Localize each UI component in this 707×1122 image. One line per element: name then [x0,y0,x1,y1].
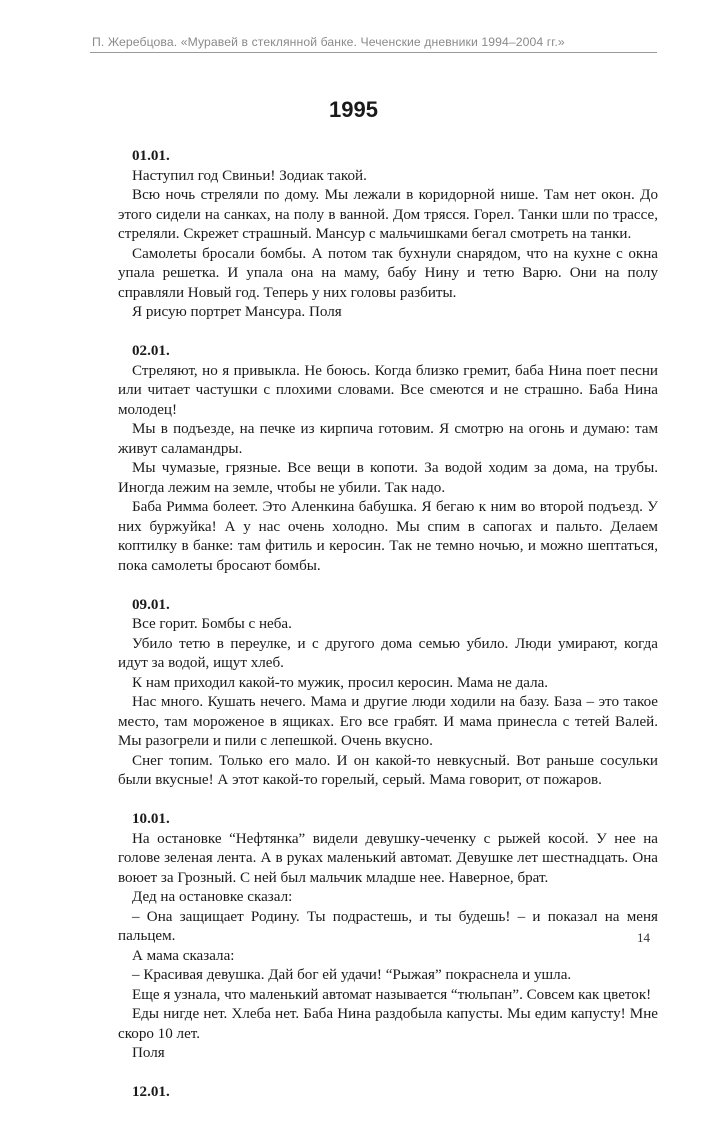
entry-paragraph: На остановке “Нефтянка” видели девушку-чеченку с рыжей косой. У нее на голове зеленая лента. А в руках маленький автомат. Девушке лет шестнадцать. Она воюет за Грозный. С ней был мальчик младше нее. Наверное, брат. [118,830,658,886]
page-number: 14 [637,930,650,945]
entry-paragraph: Дед на остановке сказал: [132,889,293,905]
diary-entries [118,147,658,1122]
entry-paragraph: Самолеты бросали бомбы. А потом так бухнули снарядом, что на кухне с окна упала решетка. И упала она на маму, бабу Нину и тетю Варю. Они на полу справляли Новый год. Теперь у них головы разбиты. [118,245,658,301]
entry-paragraph: Баба Римма болеет. Это Аленкина бабушка. Я бегаю к ним во второй подъезд. У них буржуйка! А у нас очень холодно. Мы спим в сапогах и пальто. Делаем коптилку в банке: там фитиль и керосин. Так не темно ночью, и можно шептаться, пока самолеты бросают бомбы. [118,499,658,574]
entry-paragraph: Еще я узнала, что маленький автомат называется “тюльпан”. Совсем как цветок! [132,986,652,1003]
diary-entry [118,342,658,576]
diary-entry [118,1083,658,1103]
entry-paragraph: – Она защищает Родину. Ты подрастешь, и ты будешь! – и показал на меня пальцем. [118,908,658,944]
entry-date: 10.01. [132,811,170,827]
entry-paragraph: К нам приходил какой-то мужик, просил керосин. Мама не дала. [132,674,549,691]
entry-paragraph: Стреляют, но я привыкла. Не боюсь. Когда близко гремит, баба Нина поет песни или читает частушки с плохими словами. Все смеются и не страшно. Баба Нина молодец! [118,362,658,418]
entry-paragraph: Мы в подъезде, на печке из кирпича готовим. Я смотрю на огонь и думаю: там живут саламандры. [118,421,658,457]
entry-date: 12.01. [132,1084,170,1100]
entry-paragraph: Нас много. Кушать нечего. Мама и другие люди ходили на базу. База – это такое место, там мороженое в ящиках. Его все грабят. И мама принесла с тетей Валей. Мы разогрели и пили с лепешкой. Очень вкусно. [118,694,658,749]
entry-paragraph: Наступил год Свиньи! Зодиак такой. [132,167,367,184]
entry-paragraph: Снег топим. Только его мало. И он какой-то невкусный. Вот раньше сосульки были вкусные! А этот какой-то горелый, серый. Мама говорит, от пожаров. [118,752,658,788]
diary-entry [118,147,658,323]
entry-paragraph: Я рисую портрет Мансура. Поля [132,304,342,320]
section-year-heading: 1995 [329,97,378,122]
running-head: П. Жеребцова. «Муравей в стеклянной банке. Чеченские дневники 1994–2004 гг.» [92,35,565,49]
entry-paragraph: А мама сказала: [132,947,235,964]
diary-entry [118,810,658,1064]
entry-date: 09.01. [132,596,170,613]
entry-paragraph: Всю ночь стреляли по дому. Мы лежали в коридорной нише. Там нет окон. До этого сидели на санках, на полу в ванной. Дом трясся. Горел. Танки шли по трассе, стреляли. Скрежет страшный. Мансур с мальчишками бегал смотреть на танки. [118,187,658,242]
diary-entry [118,596,658,791]
entry-date: 02.01. [132,343,170,359]
entry-paragraph: Поля [132,1045,165,1061]
entry-paragraph: Еды нигде нет. Хлеба нет. Баба Нина раздобыла капусты. Мы едим капусту! Мне скоро 10 лет. [118,1006,658,1042]
entry-paragraph: – Красивая девушка. Дай бог ей удачи! “Рыжая” покраснела и ушла. [132,967,572,983]
entry-paragraph: Все горит. Бомбы с неба. [132,616,292,632]
entry-date: 01.01. [132,148,170,164]
entry-paragraph: Мы чумазые, грязные. Все вещи в копоти. За водой ходим за дома, на трубы. Иногда лежим на земле, чтобы не убили. Так надо. [118,460,658,496]
header-rule [90,52,657,53]
entry-paragraph: Убило тетю в переулке, и с другого дома семью убило. Люди умирают, когда идут за водой, ищут хлеб. [118,635,658,671]
